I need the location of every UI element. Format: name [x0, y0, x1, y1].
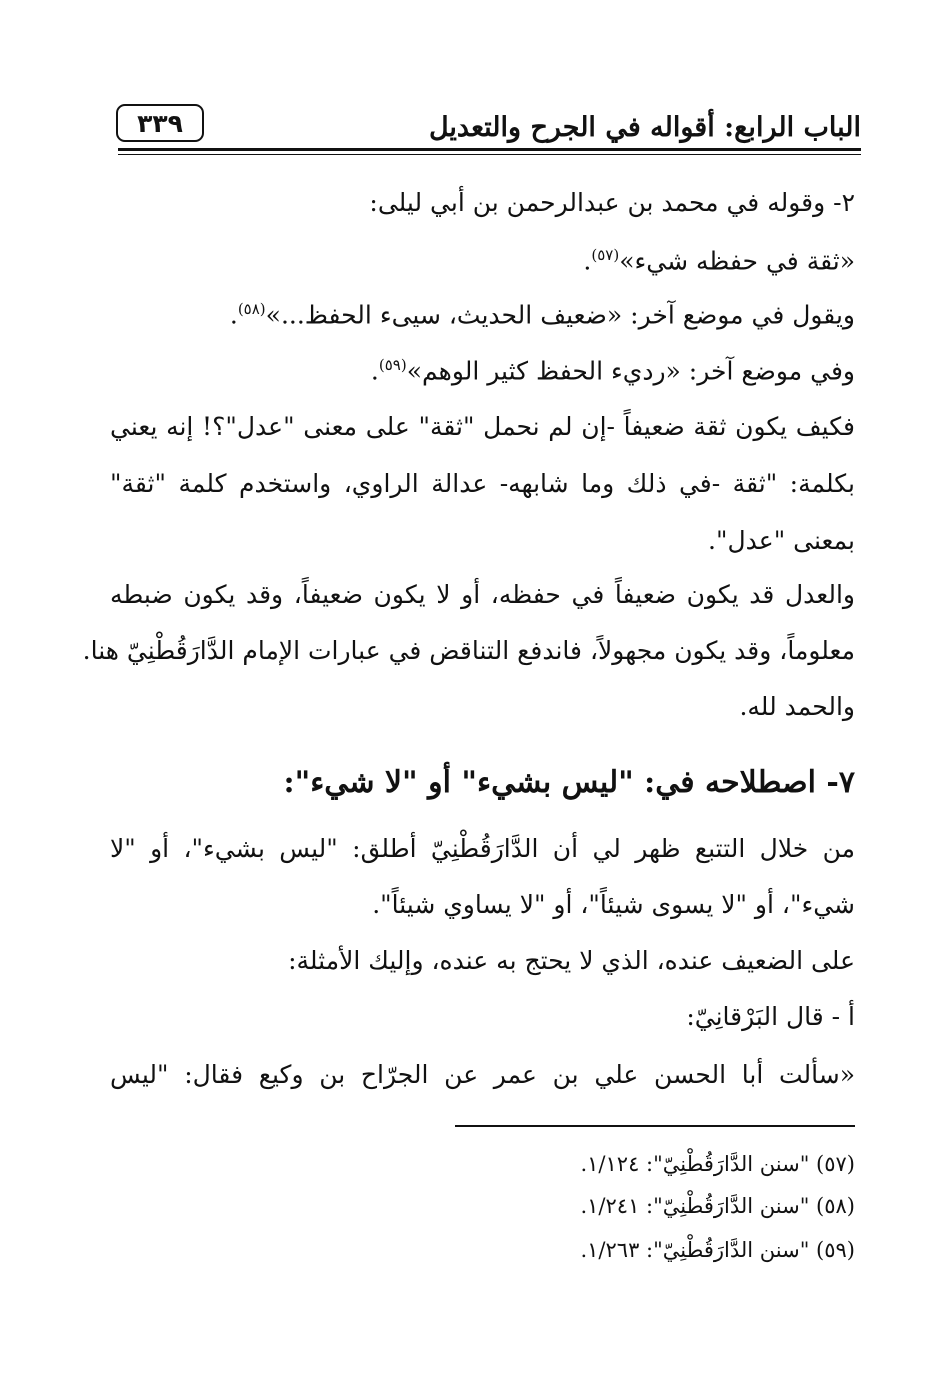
quote-text: «ثقة في حفظه شيء»: [619, 246, 855, 276]
footnote-ref-59: (٥٩): [378, 356, 407, 374]
quote-opening-line: «سألت أبا الحسن علي بن عمر عن الجرّاح بن وكيع فقال: "ليس: [110, 1060, 855, 1089]
quote-line-57: [583, 246, 855, 275]
paragraph-2-line-2: معلوماً، وقد يكون مجهولاً، فاندفع التناقض في عبارات الإمام الدَّارَقُطْنِيّ هنا.: [82, 636, 855, 665]
page-number-badge: ٣٣٩: [116, 104, 204, 142]
punctuation: .: [229, 300, 238, 330]
quote-line-59: [371, 356, 855, 385]
section-heading: ٧- اصطلاحه في: "ليس بشيء" أو "لا شيء":: [283, 765, 855, 800]
footnote-ref-57: (٥٧): [591, 246, 620, 264]
quote-line-58: [230, 300, 855, 329]
footnote-58: (٥٨) "سنن الدَّارَقُطْنِيّ": ١/٢٤١.: [580, 1194, 855, 1218]
quote-text: وفي موضع آخر: «رديء الحفظ كثير الوهم»: [406, 356, 855, 386]
quote-text: ويقول في موضع آخر: «ضعيف الحديث، سيىء الحفظ...»: [265, 300, 855, 330]
paragraph-1-line-3: بمعنى "عدل".: [708, 526, 855, 555]
example-label: أ - قال البَرْقانِيّ:: [686, 1002, 855, 1031]
paragraph-2-line-3: والحمد لله.: [739, 692, 855, 721]
footnote-separator: [455, 1125, 855, 1127]
paragraph-3-line-2: شيء"، أو "لا يسوى شيئاً"، أو "لا يساوي شيئاً".: [372, 890, 855, 919]
header-rule-thin: [118, 154, 861, 155]
paragraph-1-line-2: بكلمة: "ثقة -في ذلك وما شابهه- عدالة الراوي، واستخدم كلمة "ثقة": [110, 469, 855, 498]
header-rule: [118, 148, 861, 151]
running-header-title: الباب الرابع: أقواله في الجرح والتعديل: [428, 112, 861, 143]
paragraph-2-line-1: والعدل قد يكون ضعيفاً في حفظه، أو لا يكون ضعيفاً، وقد يكون ضبطه: [110, 580, 855, 609]
footnote-57: (٥٧) "سنن الدَّارَقُطْنِيّ": ١/١٢٤.: [580, 1152, 855, 1176]
paragraph-1-line-1: فكيف يكون ثقة ضعيفاً -إن لم نحمل "ثقة" على معنى "عدل"؟! إنه يعني: [110, 412, 855, 441]
footnote-59: (٥٩) "سنن الدَّارَقُطْنِيّ": ١/٢٦٣.: [580, 1238, 855, 1262]
punctuation: .: [370, 356, 379, 386]
text-line-1: ٢- وقوله في محمد بن عبدالرحمن بن أبي ليلى:: [369, 188, 855, 217]
paragraph-4: على الضعيف عنده، الذي لا يحتج به عنده، وإليك الأمثلة:: [288, 946, 855, 975]
punctuation: .: [583, 246, 592, 276]
paragraph-3-line-1: من خلال التتبع ظهر لي أن الدَّارَقُطْنِيّ أطلق: "ليس بشيء"، أو "لا: [110, 834, 855, 863]
footnote-ref-58: (٥٨): [237, 300, 266, 318]
